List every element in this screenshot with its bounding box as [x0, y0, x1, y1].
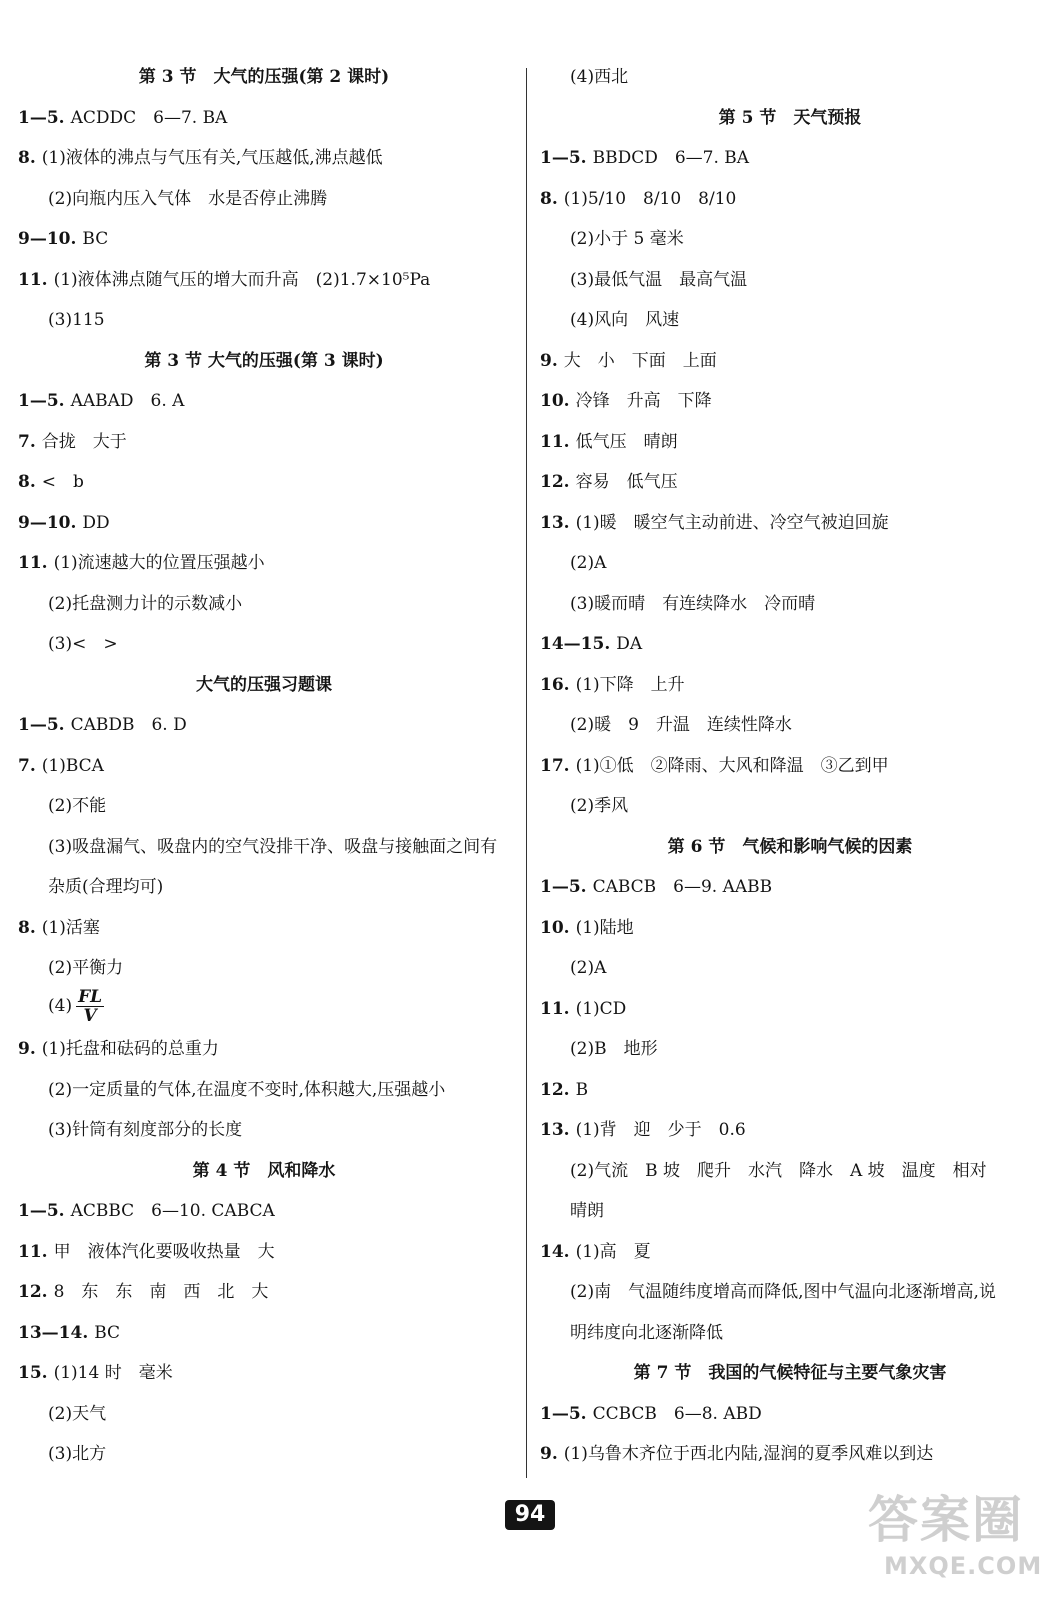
question-number: 12.	[540, 472, 570, 492]
answer-line	[540, 876, 772, 898]
answer-text: (2)平衡力	[48, 958, 124, 978]
answer-line	[48, 1403, 106, 1425]
question-number: 13.	[540, 1120, 570, 1140]
answer-line	[570, 66, 628, 88]
answer-line	[48, 188, 327, 210]
answer-line	[18, 431, 127, 453]
question-number: 9—10.	[18, 229, 77, 249]
answer-text: < b	[41, 472, 84, 492]
answer-text: CABCB 6—9. AABB	[592, 877, 773, 897]
question-number: 8.	[18, 148, 36, 168]
answer-text: (1)BCA	[41, 755, 104, 776]
answer-line	[540, 755, 889, 777]
answer-line	[540, 674, 685, 696]
answer-text: 容易 低气压	[575, 472, 678, 492]
answer-text: (2)A	[570, 958, 607, 978]
answer-line	[570, 1281, 996, 1303]
answer-line	[540, 471, 678, 493]
fraction-denominator: V	[83, 1005, 97, 1026]
answer-line	[540, 431, 678, 453]
question-number: 8.	[540, 188, 558, 209]
answer-text: (2)不能	[48, 796, 107, 816]
question-number: 9.	[540, 350, 558, 371]
answer-text: (1)CD	[575, 998, 627, 1019]
answer-line	[570, 269, 747, 291]
answer-line	[570, 1322, 723, 1344]
question-number: 14—15.	[540, 634, 611, 654]
question-number: 1—5.	[18, 107, 65, 128]
answer-line	[18, 1362, 173, 1384]
answer-text: (1)背 迎 少于 0.6	[575, 1120, 746, 1140]
question-number: 11.	[18, 553, 48, 573]
column-divider	[526, 68, 527, 1478]
answer-text: CCBCB 6—8. ABD	[592, 1403, 762, 1424]
answer-text: (1)①低 ②降雨、大风和降温 ③乙到甲	[575, 755, 889, 776]
question-number: 9.	[18, 1039, 36, 1059]
answer-line-fraction	[48, 988, 104, 1025]
answer-line	[48, 836, 497, 858]
answer-text: 8 东 东 南 西 北 大	[53, 1282, 269, 1302]
answer-text: ACBBC 6—10. CABCA	[70, 1201, 275, 1221]
answer-text: (1)下降 上升	[575, 674, 685, 695]
answer-text: 合拢 大于	[41, 431, 127, 452]
answer-line	[570, 714, 792, 736]
question-number: 15.	[18, 1363, 48, 1383]
section-heading: 第 3 节 大气的压强(第 2 课时)	[138, 67, 390, 87]
answer-line	[540, 1443, 933, 1465]
question-number: 13—14.	[18, 1322, 89, 1343]
question-number: 11.	[540, 431, 570, 452]
question-number: 8.	[18, 917, 36, 938]
answer-line	[540, 188, 736, 210]
section-heading: 第 7 节 我国的气候特征与主要气象灾害	[633, 1363, 947, 1383]
answer-text: (2)小于 5 毫米	[570, 229, 684, 249]
answer-line	[540, 1403, 762, 1425]
answer-line	[18, 228, 108, 250]
answer-text: 低气压 晴朗	[575, 431, 678, 452]
answer-line	[540, 917, 634, 939]
answer-line	[570, 795, 628, 817]
answer-text: (3)115	[48, 310, 105, 330]
section-heading: 第 6 节 气候和影响气候的因素	[667, 836, 913, 857]
answer-line	[570, 1038, 658, 1060]
answer-line	[48, 1443, 106, 1465]
watermark-domain: MXQE.COM	[884, 1552, 1043, 1580]
answer-line	[48, 633, 118, 655]
answer-text: (2)气流 B 坡 爬升 水汽 降水 A 坡 温度 相对	[570, 1160, 987, 1181]
answer-line	[570, 552, 606, 574]
answer-line	[48, 876, 163, 898]
answer-line	[18, 147, 383, 169]
answer-text: (2)天气	[48, 1403, 107, 1424]
fraction	[76, 988, 104, 1025]
question-number: 1—5.	[18, 391, 65, 411]
question-number: 11.	[540, 998, 570, 1019]
fraction-numerator: FL	[78, 986, 103, 1007]
answer-line	[48, 795, 106, 817]
watermark-text: 答案圈	[868, 1491, 1024, 1549]
answer-line	[540, 998, 626, 1020]
answer-line	[18, 917, 100, 939]
answer-line	[18, 1038, 219, 1060]
answer-text: (2)向瓶内压入气体 水是否停止沸腾	[48, 188, 328, 209]
answer-line	[18, 269, 430, 291]
answer-text: 甲 液体汽化要吸收热量 大	[53, 1241, 275, 1262]
question-number: 14.	[540, 1241, 570, 1262]
question-number: 13.	[540, 512, 570, 533]
answer-line	[18, 552, 265, 574]
question-number: 10.	[540, 391, 570, 411]
answer-text: (2)暖 9 升温 连续性降水	[570, 715, 792, 735]
answer-line	[570, 1200, 604, 1222]
answer-text: BBDCD 6—7. BA	[592, 148, 750, 168]
answer-line	[18, 1241, 275, 1263]
question-number: 7.	[18, 755, 36, 776]
section-heading: 第 3 节 大气的压强(第 3 课时)	[144, 350, 384, 371]
answer-text: (2)季风	[570, 796, 629, 816]
answer-line	[48, 593, 242, 615]
answer-text: (1)托盘和砝码的总重力	[41, 1039, 219, 1059]
answer-text: (1)流速越大的位置压强越小	[53, 553, 265, 573]
answer-text: (2)B 地形	[570, 1039, 658, 1059]
answer-text: BC	[82, 229, 109, 249]
question-number: 7.	[18, 431, 36, 452]
question-number: 1—5.	[540, 877, 587, 897]
question-number: 10.	[540, 917, 570, 938]
answer-text: ACDDC 6—7. BA	[70, 107, 228, 128]
answer-line	[540, 512, 889, 534]
question-number: 17.	[540, 755, 570, 776]
question-number: 1—5.	[18, 1201, 65, 1221]
answer-line	[570, 309, 679, 331]
question-number: 1—5.	[540, 148, 587, 168]
answer-text: (4)风向 风速	[570, 310, 680, 330]
question-number: 9—10.	[18, 512, 77, 533]
answer-line	[18, 714, 187, 736]
answer-text: (2)托盘测力计的示数减小	[48, 593, 243, 614]
answer-text: (1)高 夏	[575, 1241, 651, 1262]
answer-text: 明纬度向北逐渐降低	[570, 1322, 723, 1343]
answer-text: (4)	[48, 995, 73, 1016]
question-number: 9.	[540, 1444, 558, 1464]
question-number: 1—5.	[540, 1403, 587, 1424]
answer-text: (1)陆地	[575, 917, 634, 938]
watermark-logo	[858, 1480, 1048, 1590]
section-heading: 大气的压强习题课	[196, 674, 332, 695]
answer-line	[540, 1079, 588, 1101]
answer-line	[570, 1160, 987, 1182]
answer-line	[18, 1200, 275, 1222]
answer-text: BC	[94, 1322, 121, 1343]
question-number: 12.	[540, 1079, 570, 1100]
answer-line	[570, 228, 684, 250]
answer-text: (3)针筒有刻度部分的长度	[48, 1120, 243, 1140]
answer-text: (1)乌鲁木齐位于西北内陆,湿润的夏季风难以到达	[563, 1444, 934, 1464]
section-heading: 第 4 节 风和降水	[192, 1160, 336, 1181]
answer-line	[48, 1079, 445, 1101]
answer-line	[540, 633, 642, 655]
answer-line	[540, 147, 749, 169]
answer-line	[18, 471, 84, 493]
answer-text: (3)北方	[48, 1444, 107, 1464]
answer-text: (3)吸盘漏气、吸盘内的空气没排干净、吸盘与接触面之间有	[48, 836, 498, 857]
question-number: 1—5.	[18, 715, 65, 735]
answer-text: (3)< >	[48, 634, 118, 654]
answer-line	[540, 390, 712, 412]
answer-line	[48, 957, 123, 979]
answer-text: 大 小 下面 上面	[563, 350, 717, 371]
page-number: 94	[505, 1500, 555, 1530]
answer-text: 冷锋 升高 下降	[575, 391, 712, 411]
answer-text: B	[575, 1079, 589, 1100]
answer-text: 杂质(合理均可)	[48, 877, 164, 897]
section-heading: 第 5 节 天气预报	[718, 107, 862, 128]
answer-line	[18, 512, 110, 534]
answer-text: (3)最低气温 最高气温	[570, 269, 748, 290]
answer-text: (2)一定质量的气体,在温度不变时,体积越大,压强越小	[48, 1079, 446, 1100]
answer-line	[18, 390, 184, 412]
answer-line	[18, 107, 227, 129]
question-number: 11.	[18, 269, 48, 290]
answer-text: CABDB 6. D	[70, 715, 187, 735]
answer-text: DD	[82, 512, 110, 533]
answer-line	[540, 1241, 651, 1263]
answer-text: (1)液体的沸点与气压有关,气压越低,沸点越低	[41, 148, 383, 168]
answer-line	[570, 957, 606, 979]
answer-line	[570, 593, 815, 615]
answer-line	[48, 1119, 242, 1141]
answer-text: (2)A	[570, 553, 607, 573]
question-number: 16.	[540, 674, 570, 695]
answer-text: 晴朗	[570, 1201, 604, 1221]
answer-text: (1)暖 暖空气主动前进、冷空气被迫回旋	[575, 512, 889, 533]
answer-line	[18, 1322, 120, 1344]
answer-text: AABAD 6. A	[70, 391, 185, 411]
answer-text: (2)南 气温随纬度增高而降低,图中气温向北逐渐增高,说	[570, 1282, 996, 1302]
answer-text: (1)5/10 8/10 8/10	[563, 188, 737, 209]
answer-text: DA	[616, 634, 643, 654]
question-number: 12.	[18, 1282, 48, 1302]
answer-text: (1)活塞	[41, 917, 100, 938]
answer-line	[48, 309, 105, 331]
answer-text: (3)暖而晴 有连续降水 冷而晴	[570, 593, 816, 614]
answer-line	[18, 1281, 268, 1303]
question-number: 8.	[18, 472, 36, 492]
question-number: 11.	[18, 1241, 48, 1262]
answer-text: (1)14 时 毫米	[53, 1363, 173, 1383]
answer-line	[540, 1119, 746, 1141]
answer-text: (4)西北	[570, 67, 629, 87]
answer-line	[540, 350, 717, 372]
answer-line	[18, 755, 104, 777]
answer-text: (1)液体沸点随气压的增大而升高 (2)1.7×10⁵Pa	[53, 269, 431, 290]
